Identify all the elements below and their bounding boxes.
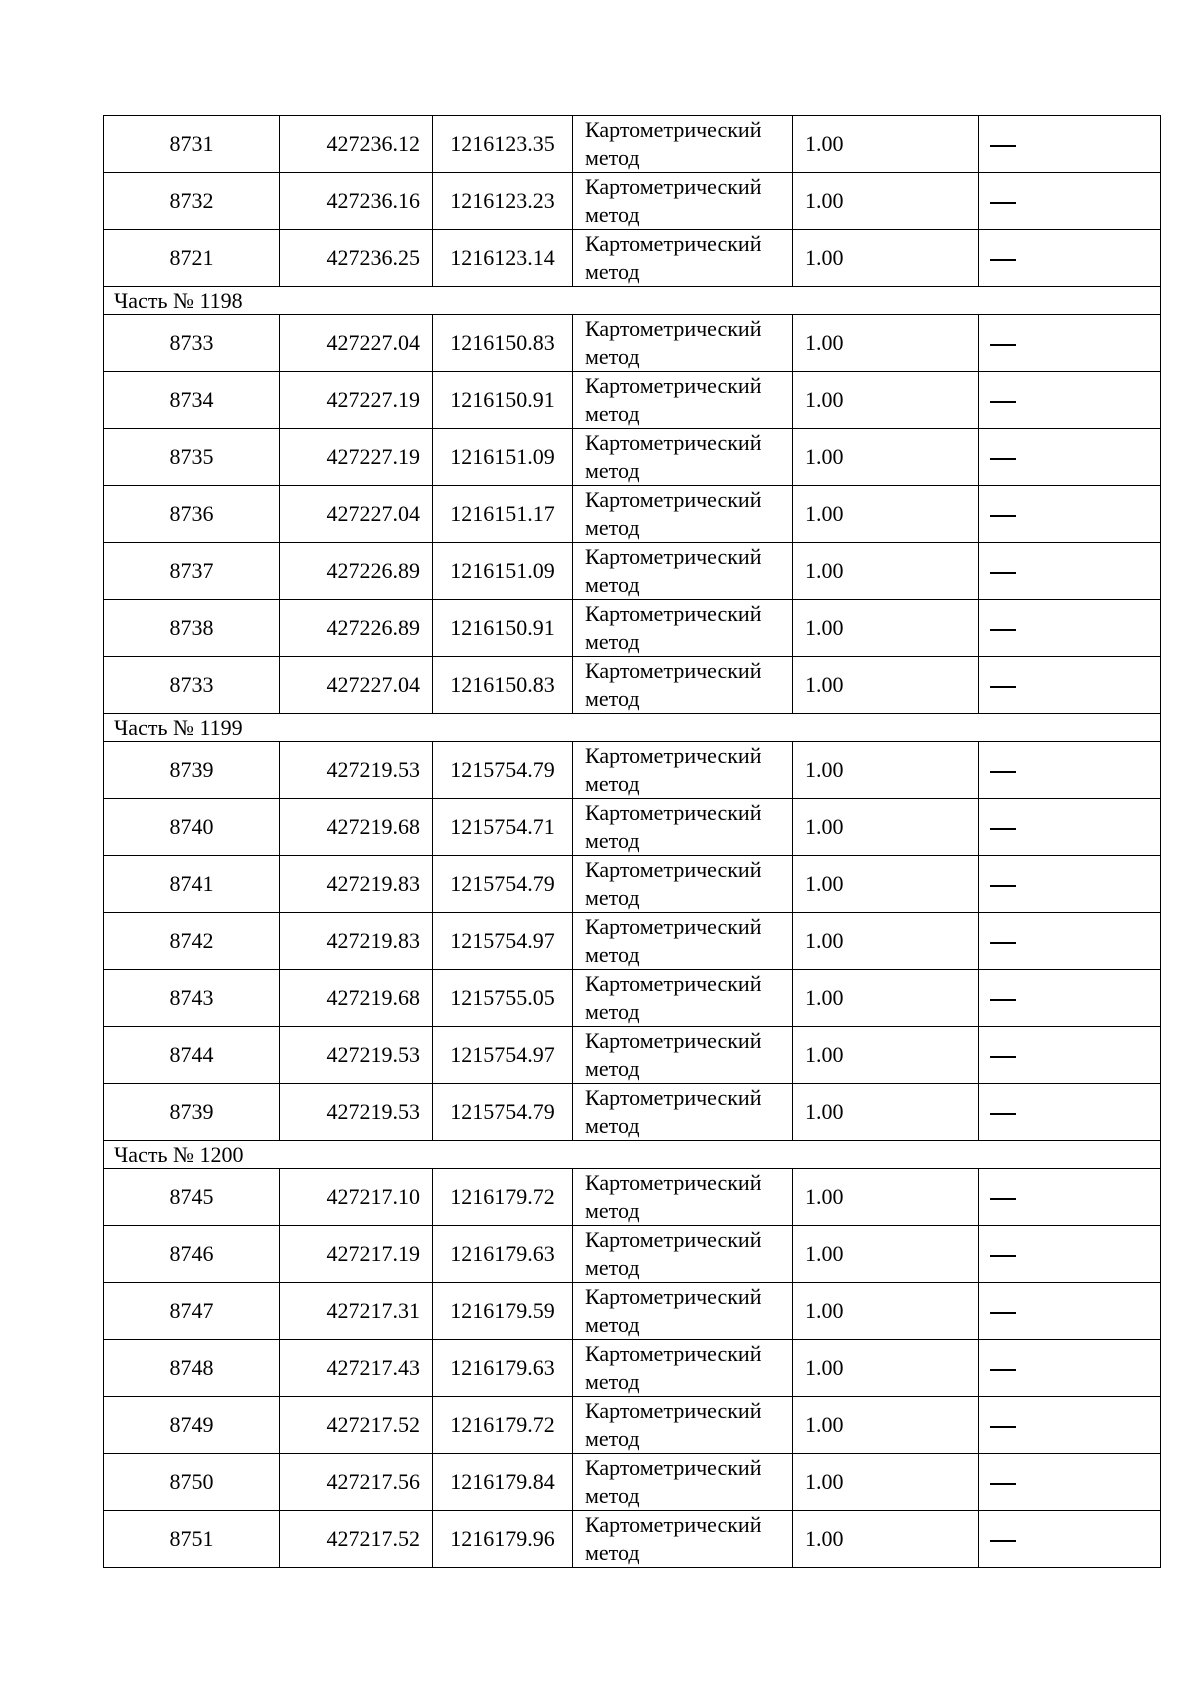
dash-mark <box>990 1483 1016 1485</box>
method-cell <box>573 1169 793 1226</box>
coordinates-table <box>103 115 1161 1568</box>
description-cell <box>979 913 1161 970</box>
accuracy-cell: 1.00 <box>793 1084 979 1141</box>
accuracy-cell: 1.00 <box>793 913 979 970</box>
coordinate-x-cell: 427227.04 <box>280 486 433 543</box>
accuracy-cell: 1.00 <box>793 173 979 230</box>
table-row <box>104 173 1161 230</box>
table-row <box>104 372 1161 429</box>
description-cell <box>979 856 1161 913</box>
dash-mark <box>990 401 1016 403</box>
table-row <box>104 230 1161 287</box>
method-text-line: Картометрический <box>585 658 762 683</box>
dash-mark <box>990 1255 1016 1257</box>
coordinate-x-cell: 427227.19 <box>280 429 433 486</box>
coordinate-y-cell: 1216179.96 <box>433 1511 573 1568</box>
coordinate-x-cell: 427236.16 <box>280 173 433 230</box>
method-cell <box>573 1084 793 1141</box>
coordinate-y-cell: 1215754.79 <box>433 1084 573 1141</box>
table-row <box>104 1454 1161 1511</box>
table-row <box>104 1169 1161 1226</box>
method-cell <box>573 600 793 657</box>
dash-mark <box>990 1312 1016 1314</box>
method-cell <box>573 429 793 486</box>
coordinate-x-cell: 427227.04 <box>280 657 433 714</box>
dash-mark <box>990 942 1016 944</box>
description-cell <box>979 1226 1161 1283</box>
method-text-line: Картометрический <box>585 430 762 455</box>
coordinate-x-cell: 427217.43 <box>280 1340 433 1397</box>
table-row <box>104 799 1161 856</box>
description-cell <box>979 1084 1161 1141</box>
description-cell <box>979 1027 1161 1084</box>
coordinate-y-cell: 1216151.09 <box>433 543 573 600</box>
method-cell <box>573 1340 793 1397</box>
description-cell <box>979 1454 1161 1511</box>
point-number-cell: 8743 <box>104 970 280 1027</box>
table-row <box>104 1511 1161 1568</box>
table-row <box>104 429 1161 486</box>
method-text-line: метод <box>585 999 640 1024</box>
method-cell <box>573 1226 793 1283</box>
accuracy-cell: 1.00 <box>793 799 979 856</box>
table-row <box>104 116 1161 173</box>
method-cell <box>573 856 793 913</box>
method-text-line: метод <box>585 686 640 711</box>
accuracy-cell: 1.00 <box>793 1226 979 1283</box>
coordinate-x-cell: 427236.12 <box>280 116 433 173</box>
method-text-line: метод <box>585 1198 640 1223</box>
coordinate-x-cell: 427219.68 <box>280 970 433 1027</box>
coordinate-x-cell: 427227.19 <box>280 372 433 429</box>
method-text-line: метод <box>585 515 640 540</box>
dash-mark <box>990 999 1016 1001</box>
coordinate-x-cell: 427217.31 <box>280 1283 433 1340</box>
method-text-line: метод <box>585 771 640 796</box>
method-cell <box>573 230 793 287</box>
coordinate-y-cell: 1215754.79 <box>433 856 573 913</box>
method-text-line: метод <box>585 1483 640 1508</box>
method-cell <box>573 970 793 1027</box>
dash-mark <box>990 1113 1016 1115</box>
coordinate-x-cell: 427236.25 <box>280 230 433 287</box>
method-text-line: Картометрический <box>585 1227 762 1252</box>
description-cell <box>979 1340 1161 1397</box>
coordinate-y-cell: 1216151.17 <box>433 486 573 543</box>
method-text-line: метод <box>585 1312 640 1337</box>
point-number-cell: 8739 <box>104 742 280 799</box>
coordinate-y-cell: 1216150.91 <box>433 600 573 657</box>
method-text-line: метод <box>585 259 640 284</box>
section-header-row <box>104 714 1161 742</box>
table-row <box>104 1084 1161 1141</box>
description-cell <box>979 657 1161 714</box>
table-row <box>104 856 1161 913</box>
dash-mark <box>990 885 1016 887</box>
method-cell <box>573 173 793 230</box>
description-cell <box>979 1511 1161 1568</box>
method-text-line: метод <box>585 828 640 853</box>
method-text-line: Картометрический <box>585 1085 762 1110</box>
coordinate-y-cell: 1216179.72 <box>433 1397 573 1454</box>
description-cell <box>979 315 1161 372</box>
dash-mark <box>990 686 1016 688</box>
description-cell <box>979 372 1161 429</box>
point-number-cell: 8740 <box>104 799 280 856</box>
method-text-line: метод <box>585 1056 640 1081</box>
dash-mark <box>990 344 1016 346</box>
accuracy-cell: 1.00 <box>793 230 979 287</box>
coordinate-y-cell: 1216179.63 <box>433 1226 573 1283</box>
method-text-line: Картометрический <box>585 117 762 142</box>
method-text-line: метод <box>585 1540 640 1565</box>
point-number-cell: 8737 <box>104 543 280 600</box>
method-text-line: метод <box>585 1113 640 1138</box>
dash-mark <box>990 1198 1016 1200</box>
coordinate-x-cell: 427217.19 <box>280 1226 433 1283</box>
method-text-line: метод <box>585 401 640 426</box>
point-number-cell: 8746 <box>104 1226 280 1283</box>
dash-mark <box>990 202 1016 204</box>
method-text-line: Картометрический <box>585 743 762 768</box>
method-cell <box>573 486 793 543</box>
accuracy-cell: 1.00 <box>793 372 979 429</box>
dash-mark <box>990 458 1016 460</box>
accuracy-cell: 1.00 <box>793 1283 979 1340</box>
method-text-line: Картометрический <box>585 800 762 825</box>
coordinate-y-cell: 1215754.71 <box>433 799 573 856</box>
table-row <box>104 657 1161 714</box>
accuracy-cell: 1.00 <box>793 742 979 799</box>
accuracy-cell: 1.00 <box>793 543 979 600</box>
table-row <box>104 1397 1161 1454</box>
point-number-cell: 8749 <box>104 1397 280 1454</box>
accuracy-cell: 1.00 <box>793 1397 979 1454</box>
dash-mark <box>990 1369 1016 1371</box>
accuracy-cell: 1.00 <box>793 1340 979 1397</box>
point-number-cell: 8739 <box>104 1084 280 1141</box>
dash-mark <box>990 1426 1016 1428</box>
section-label: Часть № 1199 <box>104 714 1161 742</box>
coordinate-y-cell: 1216179.63 <box>433 1340 573 1397</box>
method-text-line: метод <box>585 572 640 597</box>
dash-mark <box>990 771 1016 773</box>
method-text-line: Картометрический <box>585 174 762 199</box>
table-row <box>104 543 1161 600</box>
accuracy-cell: 1.00 <box>793 657 979 714</box>
table-row <box>104 1027 1161 1084</box>
method-text-line: Картометрический <box>585 487 762 512</box>
method-text-line: метод <box>585 629 640 654</box>
method-text-line: Картометрический <box>585 1028 762 1053</box>
coordinate-y-cell: 1216150.83 <box>433 657 573 714</box>
method-text-line: Картометрический <box>585 544 762 569</box>
point-number-cell: 8734 <box>104 372 280 429</box>
coordinate-y-cell: 1216123.35 <box>433 116 573 173</box>
coordinate-x-cell: 427219.83 <box>280 913 433 970</box>
point-number-cell: 8751 <box>104 1511 280 1568</box>
coordinates-table-body <box>104 116 1161 1568</box>
method-text-line: метод <box>585 1369 640 1394</box>
method-cell <box>573 543 793 600</box>
method-text-line: Картометрический <box>585 1512 762 1537</box>
method-text-line: Картометрический <box>585 316 762 341</box>
accuracy-cell: 1.00 <box>793 315 979 372</box>
method-text-line: Картометрический <box>585 914 762 939</box>
accuracy-cell: 1.00 <box>793 486 979 543</box>
method-cell <box>573 742 793 799</box>
method-text-line: метод <box>585 458 640 483</box>
accuracy-cell: 1.00 <box>793 116 979 173</box>
coordinate-y-cell: 1216179.72 <box>433 1169 573 1226</box>
accuracy-cell: 1.00 <box>793 1511 979 1568</box>
coordinate-y-cell: 1215754.97 <box>433 913 573 970</box>
point-number-cell: 8733 <box>104 657 280 714</box>
method-cell <box>573 1027 793 1084</box>
coordinate-x-cell: 427217.52 <box>280 1511 433 1568</box>
dash-mark <box>990 259 1016 261</box>
coordinate-y-cell: 1215754.97 <box>433 1027 573 1084</box>
method-text-line: Картометрический <box>585 1455 762 1480</box>
coordinate-y-cell: 1216123.23 <box>433 173 573 230</box>
table-row <box>104 315 1161 372</box>
method-text-line: метод <box>585 344 640 369</box>
description-cell <box>979 799 1161 856</box>
description-cell <box>979 543 1161 600</box>
point-number-cell: 8742 <box>104 913 280 970</box>
coordinate-y-cell: 1215755.05 <box>433 970 573 1027</box>
coordinate-y-cell: 1215754.79 <box>433 742 573 799</box>
description-cell <box>979 600 1161 657</box>
coordinate-y-cell: 1216150.83 <box>433 315 573 372</box>
table-row <box>104 970 1161 1027</box>
method-text-line: Картометрический <box>585 1284 762 1309</box>
point-number-cell: 8745 <box>104 1169 280 1226</box>
description-cell <box>979 1397 1161 1454</box>
section-label: Часть № 1200 <box>104 1141 1161 1169</box>
method-text-line: Картометрический <box>585 1341 762 1366</box>
description-cell <box>979 230 1161 287</box>
coordinate-x-cell: 427226.89 <box>280 600 433 657</box>
method-text-line: Картометрический <box>585 601 762 626</box>
method-text-line: метод <box>585 942 640 967</box>
dash-mark <box>990 1056 1016 1058</box>
method-cell <box>573 1283 793 1340</box>
method-text-line: Картометрический <box>585 971 762 996</box>
description-cell <box>979 742 1161 799</box>
point-number-cell: 8744 <box>104 1027 280 1084</box>
section-header-row <box>104 1141 1161 1169</box>
dash-mark <box>990 515 1016 517</box>
description-cell <box>979 116 1161 173</box>
coordinate-x-cell: 427226.89 <box>280 543 433 600</box>
section-label: Часть № 1198 <box>104 287 1161 315</box>
coordinate-x-cell: 427217.10 <box>280 1169 433 1226</box>
method-text-line: метод <box>585 202 640 227</box>
table-row <box>104 1340 1161 1397</box>
accuracy-cell: 1.00 <box>793 1027 979 1084</box>
point-number-cell: 8738 <box>104 600 280 657</box>
section-header-row <box>104 287 1161 315</box>
method-cell <box>573 1397 793 1454</box>
method-cell <box>573 372 793 429</box>
coordinate-y-cell: 1216179.84 <box>433 1454 573 1511</box>
coordinate-x-cell: 427219.83 <box>280 856 433 913</box>
dash-mark <box>990 1540 1016 1542</box>
method-text-line: метод <box>585 145 640 170</box>
point-number-cell: 8736 <box>104 486 280 543</box>
point-number-cell: 8748 <box>104 1340 280 1397</box>
point-number-cell: 8733 <box>104 315 280 372</box>
point-number-cell: 8747 <box>104 1283 280 1340</box>
coordinate-x-cell: 427219.53 <box>280 1027 433 1084</box>
table-row <box>104 1226 1161 1283</box>
accuracy-cell: 1.00 <box>793 856 979 913</box>
description-cell <box>979 970 1161 1027</box>
method-cell <box>573 799 793 856</box>
description-cell <box>979 486 1161 543</box>
method-cell <box>573 913 793 970</box>
coordinate-x-cell: 427219.53 <box>280 1084 433 1141</box>
table-row <box>104 486 1161 543</box>
accuracy-cell: 1.00 <box>793 970 979 1027</box>
table-row <box>104 1283 1161 1340</box>
method-cell <box>573 315 793 372</box>
coordinate-x-cell: 427227.04 <box>280 315 433 372</box>
method-text-line: Картометрический <box>585 857 762 882</box>
method-text-line: Картометрический <box>585 231 762 256</box>
dash-mark <box>990 145 1016 147</box>
coordinate-y-cell: 1216123.14 <box>433 230 573 287</box>
coordinate-x-cell: 427219.68 <box>280 799 433 856</box>
method-text-line: Картометрический <box>585 1170 762 1195</box>
description-cell <box>979 1169 1161 1226</box>
point-number-cell: 8721 <box>104 230 280 287</box>
table-row <box>104 742 1161 799</box>
description-cell <box>979 173 1161 230</box>
method-text-line: Картометрический <box>585 373 762 398</box>
point-number-cell: 8735 <box>104 429 280 486</box>
dash-mark <box>990 828 1016 830</box>
accuracy-cell: 1.00 <box>793 1454 979 1511</box>
coordinate-x-cell: 427217.56 <box>280 1454 433 1511</box>
accuracy-cell: 1.00 <box>793 600 979 657</box>
method-cell <box>573 116 793 173</box>
description-cell <box>979 1283 1161 1340</box>
method-text-line: Картометрический <box>585 1398 762 1423</box>
point-number-cell: 8741 <box>104 856 280 913</box>
method-cell <box>573 1454 793 1511</box>
dash-mark <box>990 629 1016 631</box>
table-row <box>104 600 1161 657</box>
method-text-line: метод <box>585 1426 640 1451</box>
point-number-cell: 8750 <box>104 1454 280 1511</box>
method-cell <box>573 657 793 714</box>
coordinate-x-cell: 427217.52 <box>280 1397 433 1454</box>
point-number-cell: 8731 <box>104 116 280 173</box>
accuracy-cell: 1.00 <box>793 429 979 486</box>
table-row <box>104 913 1161 970</box>
coordinate-y-cell: 1216150.91 <box>433 372 573 429</box>
method-text-line: метод <box>585 885 640 910</box>
coordinate-y-cell: 1216179.59 <box>433 1283 573 1340</box>
method-cell <box>573 1511 793 1568</box>
coordinate-x-cell: 427219.53 <box>280 742 433 799</box>
coordinate-y-cell: 1216151.09 <box>433 429 573 486</box>
point-number-cell: 8732 <box>104 173 280 230</box>
accuracy-cell: 1.00 <box>793 1169 979 1226</box>
method-text-line: метод <box>585 1255 640 1280</box>
description-cell <box>979 429 1161 486</box>
dash-mark <box>990 572 1016 574</box>
